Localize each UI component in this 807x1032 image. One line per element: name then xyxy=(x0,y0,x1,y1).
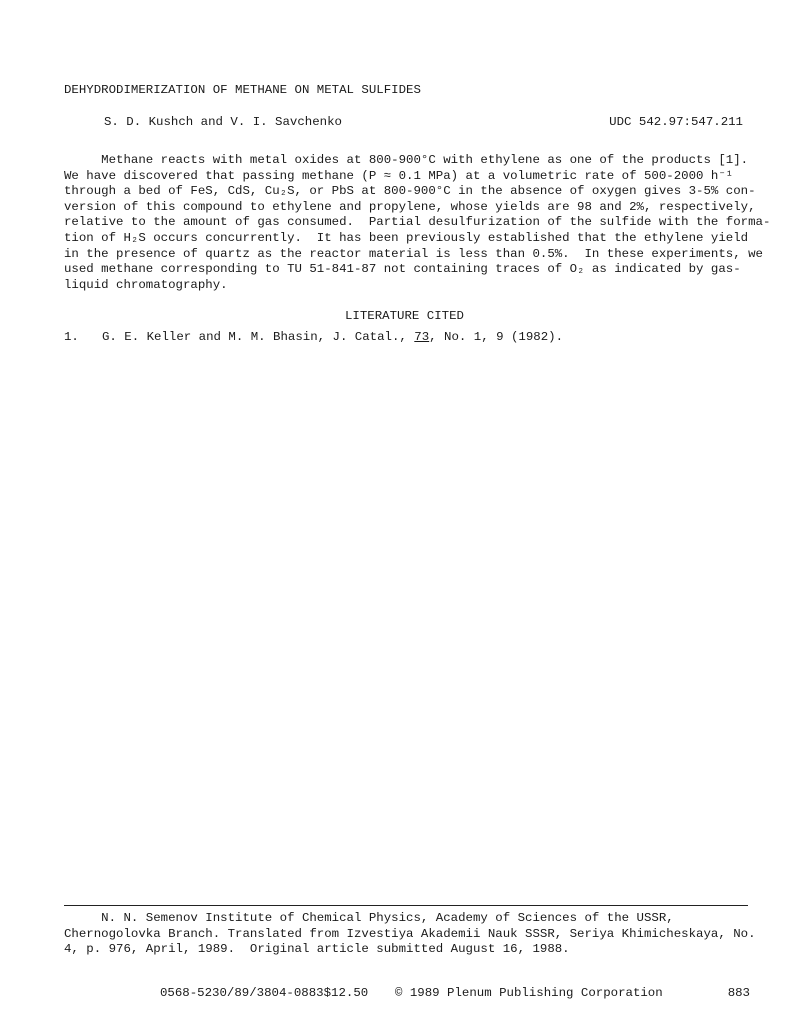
reference-number: 1. xyxy=(64,330,79,344)
literature-cited-heading: LITERATURE CITED xyxy=(345,309,464,323)
reference-text: G. E. Keller and M. M. Bhasin, J. Catal., xyxy=(102,330,415,344)
footnote-line: 4, p. 976, April, 1989. Original article submitted August 16, 1988. xyxy=(64,942,570,957)
abstract-line: We have discovered that passing methane (P ≈ 0.1 MPa) at a volumetric rate of 500-2000 h⁻¹ xyxy=(64,168,734,183)
authors: S. D. Kushch and V. I. Savchenko xyxy=(104,115,342,129)
udc-code: UDC 542.97:547.211 xyxy=(609,115,743,129)
abstract-line: relative to the amount of gas consumed. Partial desulfurization of the sulfide with the forma- xyxy=(64,215,771,230)
footnote-line: N. N. Semenov Institute of Chemical Physics, Academy of Sciences of the USSR, xyxy=(64,911,674,925)
abstract-line: in the presence of quartz as the reactor material is less than 0.5%. In these experiments, we xyxy=(64,246,763,261)
page-number: 883 xyxy=(727,986,750,1000)
abstract-line: tion of H₂S occurs concurrently. It has been previously established that the ethylene yield xyxy=(64,230,749,245)
footnote-line: Chernogolovka Branch. Translated from Izvestiya Akademii Nauk SSSR, Seriya Khimicheskaya, No. xyxy=(64,926,756,941)
abstract-line: liquid chromatography. xyxy=(64,277,228,292)
abstract-line: version of this compound to ethylene and propylene, whose yields are 98 and 2%, respectively, xyxy=(64,199,756,214)
copyright-notice: © 1989 Plenum Publishing Corporation xyxy=(395,986,663,1000)
abstract-paragraph xyxy=(64,153,771,293)
reference-text-end: , No. 1, 9 (1982). xyxy=(429,330,564,344)
abstract-line: Methane reacts with metal oxides at 800-900°C with ethylene as one of the products [1]. xyxy=(64,153,749,167)
paper-title: DEHYDRODIMERIZATION OF METHANE ON METAL SULFIDES xyxy=(64,83,421,97)
abstract-line: used methane corresponding to TU 51-841-87 not containing traces of O₂ as indicated by gas- xyxy=(64,262,741,277)
reference-item xyxy=(64,330,563,344)
reference-volume: 73 xyxy=(414,330,430,344)
footnote xyxy=(64,911,754,958)
abstract-line: through a bed of FeS, CdS, Cu₂S, or PbS at 800-900°C in the absence of oxygen gives 3-5% con- xyxy=(64,184,756,199)
footnote-divider xyxy=(64,905,748,906)
journal-code: 0568-5230/89/3804-0883$12.50 xyxy=(160,986,369,1000)
